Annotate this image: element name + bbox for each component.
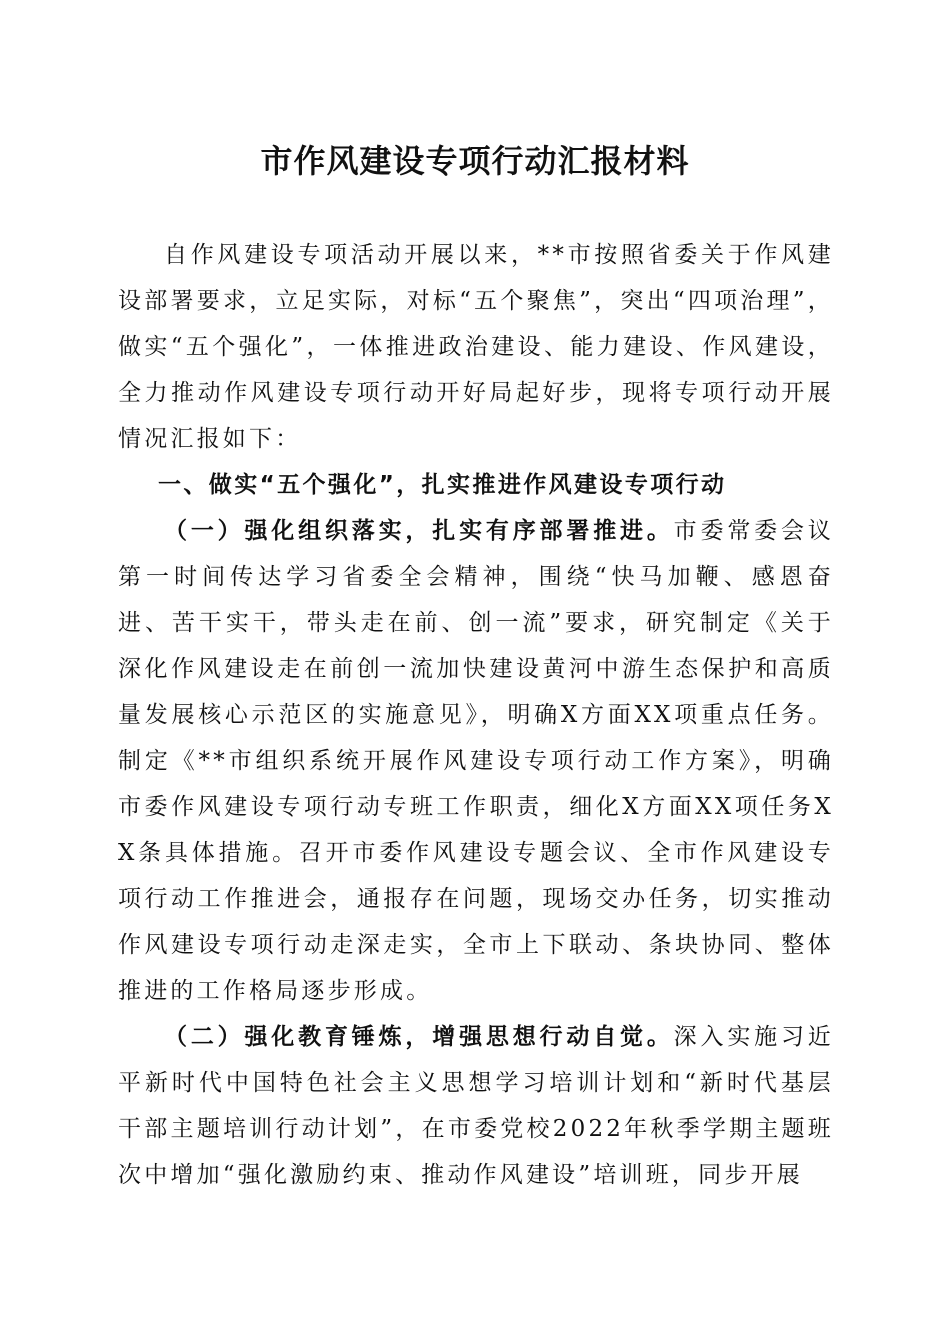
section-1-item-1-lead: （一）强化组织落实，扎实有序部署推进。: [164, 517, 674, 544]
intro-paragraph: 自作风建设专项活动开展以来，**市按照省委关于作风建设部署要求，立足实际，对标“五个聚焦”，突出“四项治理”，做实“五个强化”，一体推进政治建设、能力建设、作风建设，全力推动作风建设专项行动开好局起好步，现将专项行动开展情况汇报如下：: [118, 242, 834, 452]
section-1-heading: 一、做实“五个强化”，扎实推进作风建设专项行动: [158, 472, 727, 498]
document-title: 市作风建设专项行动汇报材料: [260, 142, 690, 180]
document-body: [118, 232, 834, 1198]
section-1-item-2-lead: （二）强化教育锤炼，增强思想行动自觉。: [164, 1023, 674, 1050]
section-1-item-2: [118, 1014, 834, 1198]
section-1-item-1: [118, 508, 834, 1014]
section-1-item-2-text: 深入实施习近平新时代中国特色社会主义思想学习培训计划和“新时代基层干部主题培训行动计划”，在市委党校2022年秋季学期主题班次中增加“强化激励约束、推动作风建设”培训班，同步开展: [118, 1024, 834, 1188]
section-1-item-1-text: 市委常委会议第一时间传达学习省委全会精神，围绕“快马加鞭、感恩奋进、苦干实干，带头走在前、创一流”要求，研究制定《关于深化作风建设走在前创一流加快建设黄河中游生态保护和高质量发展核心示范区的实施意见》，明确X方面XX项重点任务。制定《**市组织系统开展作风建设专项行动工作方案》，明确市委作风建设专项行动专班工作职责，细化X方面XX项任务XX条具体措施。召开市委作风建设专题会议、全市作风建设专项行动工作推进会，通报存在问题，现场交办任务，切实推动作风建设专项行动走深走实，全市上下联动、条块协同、整体推进的工作格局逐步形成。: [118, 518, 834, 1004]
